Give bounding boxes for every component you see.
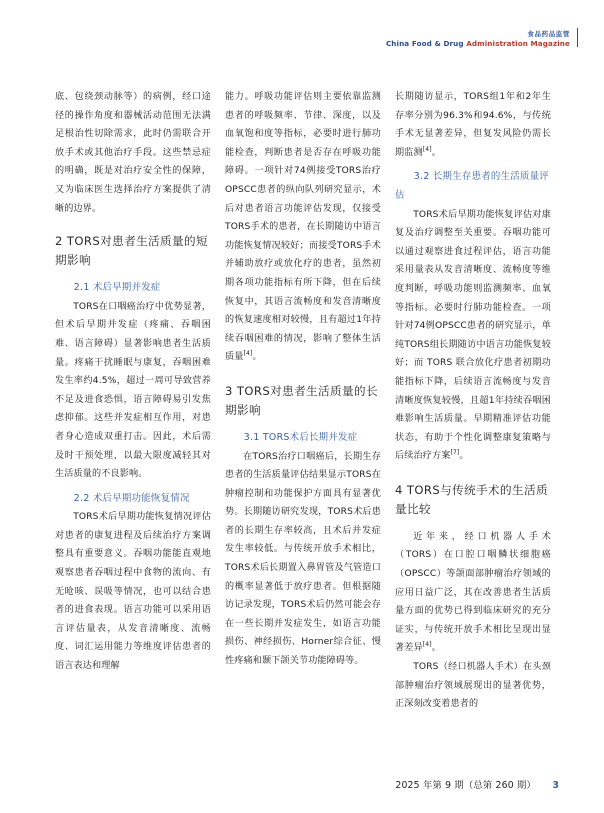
masthead-divider (577, 28, 578, 47)
paragraph-3-1: 在TORS治疗口咽癌后，长期生存患者的生活质量评估结果显示TORS在肿瘤控制和功能保护方面具有显著优势。长期随访研究发现，TORS术后患者的长期生存率较高，且术后并发症发生率较低。与传统开放手术相比，TORS术后长期置入鼻胃管及气管造口的概率显著低于放疗患者。但根据随访记录发现，TORS术后仍然可能会存在一些长期并发症发生，如语言功能损伤、神经损伤、Horner综合征、慢性疼痛和颞下颌关节功能障碍等。 (225, 451, 381, 667)
paragraph-2-2: TORS术后早期功能恢复情况评估对患者的康复进程及后续治疗方案调整具有重要意义。吞咽功能能直观地观察患者吞咽过程中食物的流向、有无呛咳、误吸等情况，也可以结合患者的进食表现。语言功能可以采用语言评估量表，从发音清晰度、流畅度、词汇运用能力等维度评估患者的语言表达和理解 (55, 512, 211, 672)
subsection-heading-3-1: 3.1 TORS术后长期并发症 (243, 431, 358, 443)
paragraph-2-1: TORS在口咽癌治疗中优势显著，但术后早期并发症（疼痛、吞咽困难、语言障碍）显著影响患者生活质量。疼痛干扰睡眠与康复，吞咽困难发生率约4.5%，超过一周可导致营养不足及进食恐惧，语言障碍易引发焦虑抑郁。这些并发症相互作用，对患者身心造成双重打击。因此，术后需及时干预处理，以最大限度减轻其对生活质量的不良影响。 (55, 301, 211, 480)
paragraph-4-a-text: 近年来，经口机器人手术（TORS）在口腔口咽鳞状细胞癌（OPSCC）等颌面部肿瘤治疗领域的应用日益广泛，其在改善患者生活质量方面的优势已得到临床研究的充分证实，与传统开放手术相比呈现出显著差异 (395, 531, 551, 654)
paragraph-continued-col1: 底、包绕颈动脉等）的病例，经口途径的操作角度和器械活动范围无法满足根治性切除需求，此时仍需联合开放手术或其他治疗手段。这些禁忌症的明确，既是对治疗安全性的保障，又为临床医生选择治疗方案提供了清晰的边界。 (55, 92, 211, 214)
paragraph-continued-col3 (395, 88, 551, 162)
paragraph-4-b: TORS（经口机器人手术）在头颈部肿瘤治疗领域展现出的显著优势，正深刻改变着患者的 (395, 662, 551, 710)
column-3 (395, 88, 551, 756)
citation-marker: [4] (243, 350, 253, 358)
paragraph-4-a (395, 528, 551, 658)
footer-page-number: 3 (552, 780, 559, 791)
section-heading-3: 3 TORS对患者生活质量的长期影响 (225, 383, 379, 417)
running-header (386, 28, 578, 48)
subsection-heading-2-2: 2.2 术后早期功能恢复情况 (73, 492, 190, 504)
masthead-english-title (386, 39, 570, 48)
paragraph-continued-col3-end: 。 (431, 147, 441, 158)
masthead-english-bold: Administration Magazine (466, 39, 570, 48)
paragraph-3-2-end: 。 (459, 451, 469, 462)
paragraph-continued-col3-text: 长期随访显示，TORS组1年和2年生存率分别为96.3%和94.6%，与传统手术无显著差异，但复发风险仍需长期监测 (395, 92, 551, 158)
masthead-english-plain: China Food & Drug (385, 39, 467, 48)
citation-marker: [7] (450, 449, 460, 457)
paragraph-4-a-end: 。 (431, 643, 441, 654)
citation-marker: [4] (422, 641, 432, 649)
body-columns (55, 88, 552, 756)
paragraph-3-2-text: TORS术后早期功能恢复评估对康复及治疗调整至关重要。吞咽功能可以通过观察进食过程评估，语言功能采用量表从发音清晰度、流畅度等维度判断，呼吸功能则监测频率、血氧等指标。必要时行肺功能检查。一项针对74例OPSCC患者的研究显示，单纯TORS组长期随访中语言功能恢复较好；而 TORS 联合放化疗患者初期功能指标下降，后续语言流畅度与发音清晰度恢复较慢，且超1年持续吞咽困难影响生活质量。早期精准评估功能状态，有助于个性化调整康复策略与后续治疗方案 (395, 209, 551, 462)
column-1 (55, 88, 211, 756)
paragraph-continued-col2-text: 能力。呼吸功能评估则主要依靠监测患者的呼吸频率、节律、深度，以及血氧饱和度等指标，必要时进行肺功能检查，判断患者是否存在呼吸功能障碍。一项针对74例接受TORS治疗OPSCC患者的纵向队列研究显示，术后对患者语言功能评估发现，仅接受TORS手术的患者，在长期随访中语言功能恢复情况较好；而接受TORS手术并辅助放疗或放化疗的患者，虽然初期各项功能指标有所下降，但在后续恢复中，其语言流畅度和发音清晰度的恢复速度相对较慢，且有超过1年持续吞咽困难的情况，影响了整体生活质量 (225, 92, 381, 363)
footer-issue-label: 2025 年第 9 期（总第 260 期） (395, 780, 536, 791)
citation-marker: [4] (422, 145, 432, 153)
paragraph-continued-col2-end: 。 (252, 352, 262, 363)
subsection-heading-2-1: 2.1 术后早期并发症 (73, 282, 161, 294)
paragraph-continued-col2 (225, 88, 381, 367)
paragraph-3-2 (395, 206, 551, 466)
masthead-chinese-title: 食品药品监管 (527, 29, 570, 38)
section-heading-2: 2 TORS对患者生活质量的短期影响 (55, 234, 209, 268)
subsection-heading-3-2: 3.2 长期生存患者的生活质量评估 (395, 171, 549, 201)
section-heading-4: 4 TORS与传统手术的生活质量比较 (395, 482, 549, 516)
column-2 (225, 88, 381, 756)
page-footer (0, 777, 604, 791)
masthead-text (386, 30, 570, 48)
